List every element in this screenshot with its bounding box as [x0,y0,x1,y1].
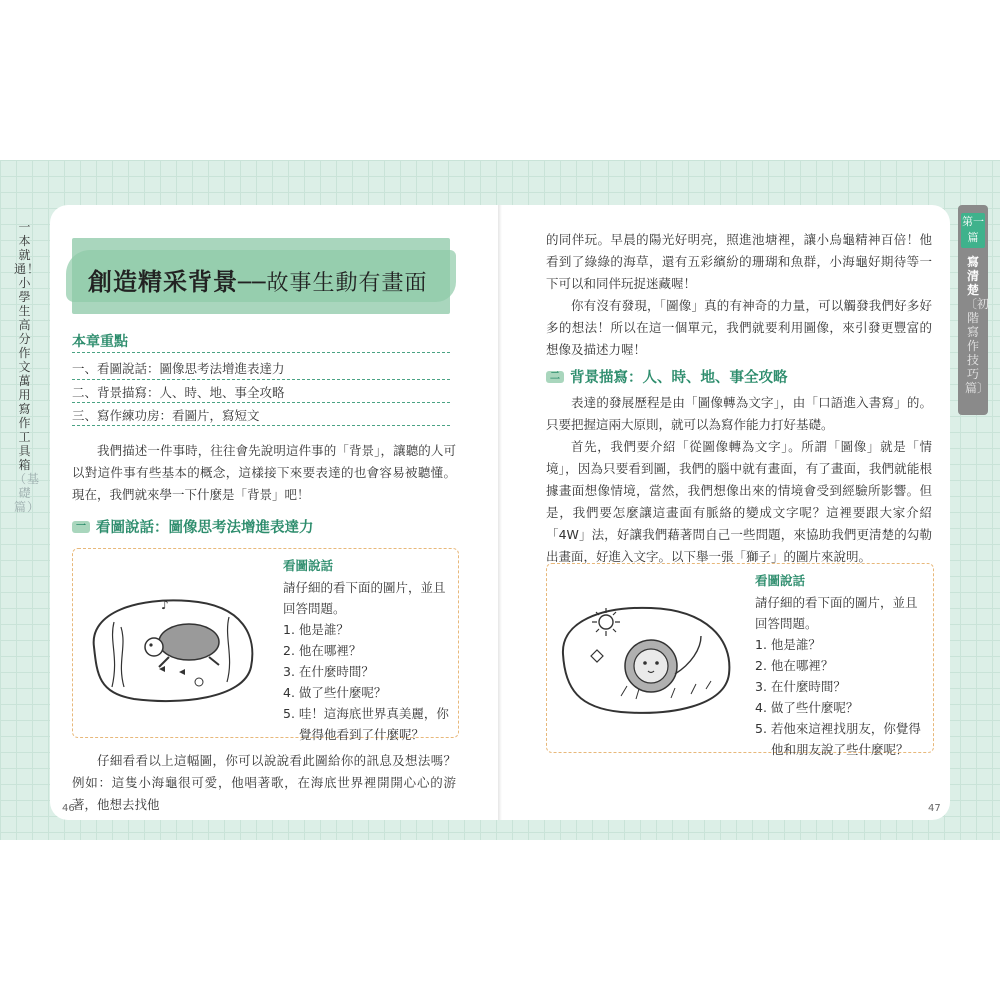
picture-box-title: 看圖說話 [283,558,334,573]
spine-subtitle-text: （基礎篇） [14,472,41,514]
key-points-divider [72,402,450,403]
key-point-item: 三、寫作練功房：看圖片，寫短文 [72,408,260,423]
section-heading-1 [72,516,314,537]
chapter-title-main: 創造精采背景 [88,268,238,296]
spine-title-text: 一本就通！小學生高分作文萬用寫作工具箱 [14,220,41,472]
sea-turtle-illustration [79,587,259,707]
section-title: 背景描寫：人、時、地、事全攻略 [570,370,788,386]
chapter-tab-label [965,255,990,395]
outro-paragraph: 仔細看看以上這幅圖，你可以說說看此圖給你的訊息及想法嗎？例如：這隻小海龜很可愛，他唱著歌，在海底世界裡開開心心的游著，他想去找他 [72,753,456,812]
question-line: 請仔細的看下面的圖片，並且 [755,595,918,610]
chapter-tab-title: 寫清楚 [966,255,979,297]
chapter-tab-subtitle: 〔初階寫作技巧篇〕 [965,297,990,395]
section-number-marker: 一 [72,521,90,533]
chapter-title-sub: 故事生動有畫面 [266,271,428,296]
question-line: 他和朋友說了些什麼呢？ [771,742,909,757]
page-number-left: 46 [62,803,75,814]
key-point-item: 一、看圖說話：圖像思考法增進表達力 [72,361,285,376]
chapter-title [88,262,428,297]
question-line: 3. 在什麼時間？ [755,679,846,694]
picture-box-title: 看圖說話 [755,573,806,588]
question-line: 覺得他看到了什麼呢？ [299,727,425,742]
key-point-item: 二、背景描寫：人、時、地、事全攻略 [72,385,285,400]
question-line: 1. 他是誰？ [755,637,821,652]
question-line: 回答問題。 [755,616,818,631]
book-spine-title [14,220,41,514]
key-points-divider [72,425,450,426]
intro-paragraph: 我們描述一件事時，往往會先說明這件事的「背景」，讓聽的人可以對這件事有些基本的概念，這樣接下來要表達的也會容易被聽懂。現在，我們就來學一下什麼是「背景」吧！ [72,443,456,502]
question-line: 5. 哇！這海底世界真美麗，你 [283,706,449,721]
chapter-part-badge: 第一篇 [961,213,985,248]
svg-text:♪: ♪ [161,598,169,612]
key-points-divider [72,379,450,380]
chapter-title-dash: ── [238,271,267,296]
image-power-paragraph: 你有沒有發現，「圖像」真的有神奇的力量，可以觸發我們好多好多的想法！所以在這一個單元，我們就要利用圖像，來引發更豐富的想像及描述力喔！ [546,298,932,357]
section-title: 看圖說話：圖像思考法增進表達力 [96,520,314,536]
chapter-title-banner [72,238,450,314]
picture-talk-box [72,548,459,742]
question-line: 5. 若他來這裡找朋友，你覺得 [755,721,921,736]
development-paragraph: 表達的發展歷程是由「圖像轉為文字」，由「口語進入書寫」的。只要把握這兩大原則，就可以為寫作能力打好基礎。 [546,395,932,432]
question-line: 3. 在什麼時間？ [283,664,374,679]
picture-talk-box-lion [546,563,934,757]
question-line: 4. 做了些什麼呢？ [283,685,387,700]
page-number-right: 47 [928,803,941,814]
question-line: 4. 做了些什麼呢？ [755,700,859,715]
section-heading-2 [546,366,788,387]
key-points-divider [72,352,450,353]
chapter-side-tab [958,205,988,415]
question-line: 回答問題。 [283,601,346,616]
key-points-heading: 本章重點 [72,334,128,350]
question-line: 請仔細的看下面的圖片，並且 [283,580,446,595]
question-line: 1. 他是誰？ [283,622,349,637]
continued-paragraph: 的同伴玩。早晨的陽光好明亮，照進池塘裡，讓小烏龜精神百倍！他看到了綠綠的海草，還有五彩繽紛的珊瑚和魚群，小海龜好期待等一下可以和同伴玩捉迷藏喔！ [546,232,932,291]
question-line: 2. 他在哪裡？ [283,643,362,658]
4w-method-paragraph: 首先，我們要介紹「從圖像轉為文字」。所謂「圖像」就是「情境」，因為只要看到圖，我們的腦中就有畫面，有了畫面，我們就能根據畫面想像情境，當然，我們想像出來的情境會受到經驗所影響。但是，我們要怎麼讓這畫面有脈絡的變成文字呢？這裡要跟大家介紹「4W」法，好讓我們藉著問自己一些問題，來協助我們更清楚的勾勒出畫面，好進入文字。以下舉一張「獅子」的圖片來說明。 [546,439,932,564]
picture-box-questions [283,577,449,745]
picture-box-questions [755,592,921,760]
section-number-marker: 二 [546,371,564,383]
question-line: 2. 他在哪裡？ [755,658,834,673]
lion-illustration [551,594,736,724]
